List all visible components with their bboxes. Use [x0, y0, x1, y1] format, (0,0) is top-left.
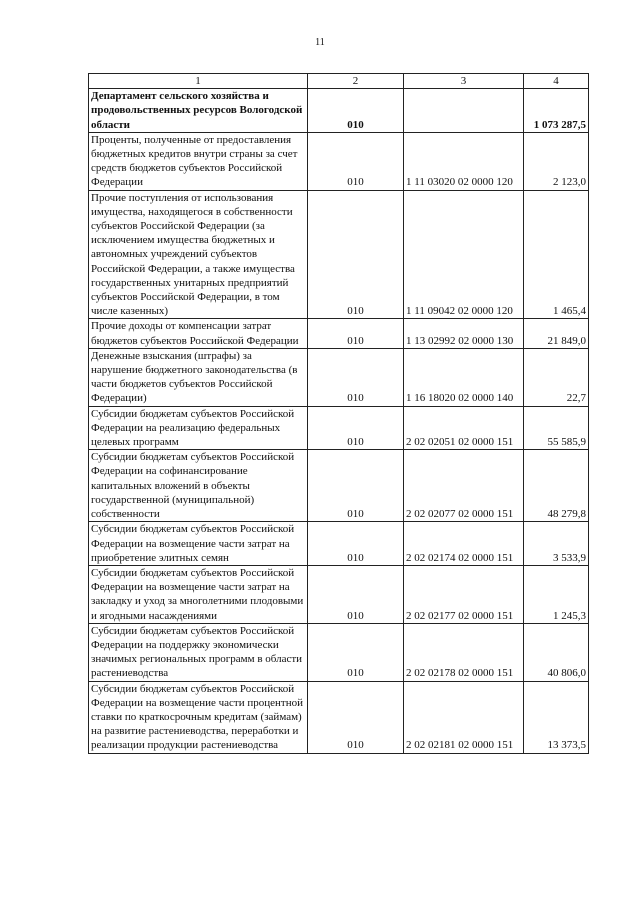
table-row — [89, 190, 589, 319]
row-kbk: 1 16 18020 02 0000 140 — [404, 348, 524, 406]
row-name: Субсидии бюджетам субъектов Российской Федерации на возмещение части затрат на закладку и уход за многолетними плодовыми и ягодными насаждениями — [89, 565, 308, 623]
row-name: Субсидии бюджетам субъектов Российской Федерации на реализацию федеральных целевых программ — [89, 406, 308, 450]
row-amount: 13 373,5 — [524, 681, 589, 753]
row-name: Субсидии бюджетам субъектов Российской Федерации на возмещение части затрат на приобретение элитных семян — [89, 522, 308, 566]
table-row — [89, 450, 589, 522]
row-name: Проценты, полученные от предоставления бюджетных кредитов внутри страны за счет средств бюджетов субъектов Российской Федерации — [89, 132, 308, 190]
row-name: Департамент сельского хозяйства и продовольственных ресурсов Вологодской области — [89, 89, 308, 133]
row-code: 010 — [308, 132, 404, 190]
row-kbk: 2 02 02177 02 0000 151 — [404, 565, 524, 623]
row-amount: 1 465,4 — [524, 190, 589, 319]
row-name: Субсидии бюджетам субъектов Российской Федерации на софинансирование капитальных вложений в объекты государственной (муниципальной) собственности — [89, 450, 308, 522]
row-code: 010 — [308, 348, 404, 406]
row-code: 010 — [308, 190, 404, 319]
row-amount: 21 849,0 — [524, 319, 589, 348]
header-col-1: 1 — [89, 74, 308, 89]
row-amount: 48 279,8 — [524, 450, 589, 522]
row-amount: 40 806,0 — [524, 623, 589, 681]
row-kbk — [404, 89, 524, 133]
row-amount: 3 533,9 — [524, 522, 589, 566]
row-name: Прочие доходы от компенсации затрат бюджетов субъектов Российской Федерации — [89, 319, 308, 348]
row-name: Субсидии бюджетам субъектов Российской Федерации на поддержку экономически значимых региональных программ в области растениеводства — [89, 623, 308, 681]
table-row — [89, 406, 589, 450]
row-kbk: 1 11 09042 02 0000 120 — [404, 190, 524, 319]
table-row — [89, 522, 589, 566]
table-row — [89, 132, 589, 190]
row-kbk: 1 11 03020 02 0000 120 — [404, 132, 524, 190]
row-code: 010 — [308, 565, 404, 623]
row-amount: 2 123,0 — [524, 132, 589, 190]
row-amount: 22,7 — [524, 348, 589, 406]
row-code: 010 — [308, 623, 404, 681]
header-col-2: 2 — [308, 74, 404, 89]
row-code: 010 — [308, 681, 404, 753]
table-row — [89, 681, 589, 753]
row-code: 010 — [308, 406, 404, 450]
row-code: 010 — [308, 89, 404, 133]
row-kbk: 2 02 02077 02 0000 151 — [404, 450, 524, 522]
row-kbk: 2 02 02174 02 0000 151 — [404, 522, 524, 566]
header-col-3: 3 — [404, 74, 524, 89]
table-row — [89, 565, 589, 623]
row-kbk: 2 02 02051 02 0000 151 — [404, 406, 524, 450]
row-kbk: 1 13 02992 02 0000 130 — [404, 319, 524, 348]
page-number: 11 — [315, 37, 325, 48]
row-kbk: 2 02 02181 02 0000 151 — [404, 681, 524, 753]
header-col-4: 4 — [524, 74, 589, 89]
revenue-table — [88, 73, 589, 754]
table-row — [89, 319, 589, 348]
row-code: 010 — [308, 450, 404, 522]
row-code: 010 — [308, 319, 404, 348]
row-name: Субсидии бюджетам субъектов Российской Федерации на возмещение части процентной ставки по краткосрочным кредитам (займам) на развитие растениеводства, переработки и реализации продукции растениеводства — [89, 681, 308, 753]
row-amount: 1 073 287,5 — [524, 89, 589, 133]
table-row — [89, 348, 589, 406]
table-row — [89, 89, 589, 133]
row-amount: 55 585,9 — [524, 406, 589, 450]
row-name: Денежные взыскания (штрафы) за нарушение бюджетного законодательства (в части бюджетов субъектов Российской Федерации) — [89, 348, 308, 406]
row-amount: 1 245,3 — [524, 565, 589, 623]
table-header-row — [89, 74, 589, 89]
table-row — [89, 623, 589, 681]
row-code: 010 — [308, 522, 404, 566]
row-kbk: 2 02 02178 02 0000 151 — [404, 623, 524, 681]
row-name: Прочие поступления от использования имущества, находящегося в собственности субъектов Российской Федерации (за исключением имущества бюджетных и автономных учреждений субъектов Российской Федерации, а также имущества государственных унитарных предприятий субъектов Российской Федерации, в том числе казенных) — [89, 190, 308, 319]
